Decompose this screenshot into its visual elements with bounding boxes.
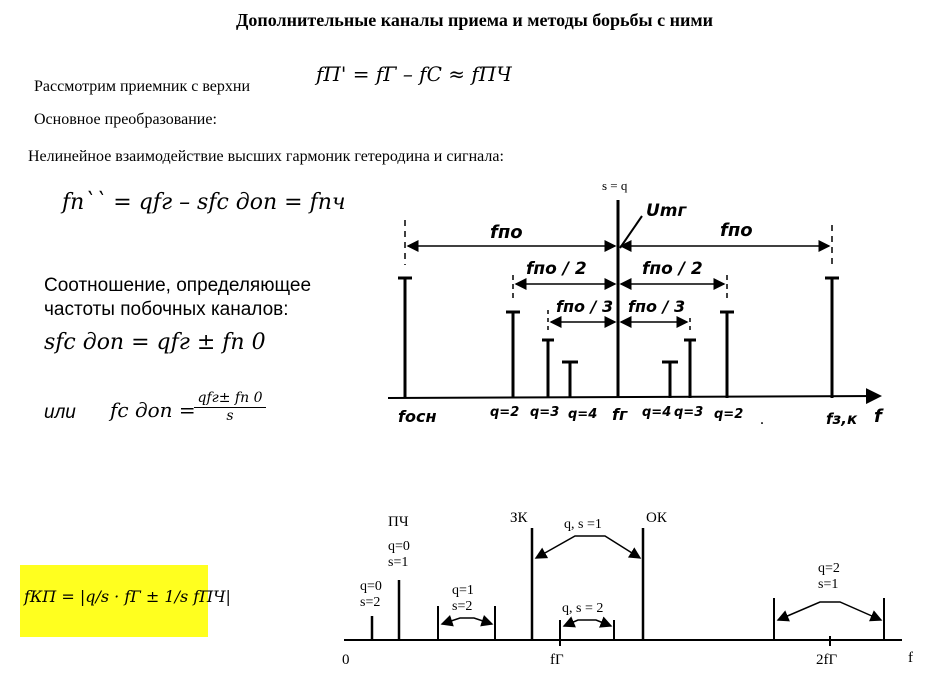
or-label: или (44, 402, 76, 423)
label-q4-left: q=4 (568, 407, 598, 422)
label-f-top: f (874, 406, 882, 427)
amplitude-label: Umг (646, 201, 687, 221)
label-q3-left: q=3 (530, 405, 560, 420)
fraction-denominator: s (226, 408, 234, 424)
span-half-left: fпо / 2 (526, 259, 587, 279)
boxed-formula: fКП = |q/s · fГ ± 1/s fПЧ| (24, 587, 231, 606)
amplitude-pointer (620, 216, 642, 248)
span-third-left: fпо / 3 (556, 297, 614, 316)
span-full-right: fпо (720, 220, 753, 241)
label-pch: ПЧ (388, 514, 409, 530)
basic-conversion-text: Основное преобразование: (34, 111, 217, 128)
center-label: s = q (602, 178, 628, 193)
label-q0s1-q: q=0 (388, 539, 410, 554)
label-q-s2: q, s = 2 (562, 601, 604, 616)
page-title: Дополнительные каналы приема и методы борьбы с ними (236, 10, 713, 30)
label-q1s2-s: s=2 (452, 599, 473, 614)
relation-formula1: sfс доп = qfг ± fп 0 (44, 330, 266, 355)
label-q0s2-q: q=0 (360, 579, 382, 594)
top-axis (388, 396, 880, 398)
formula-main (316, 62, 512, 86)
span-third-right: fпо / 3 (628, 297, 686, 316)
formula-main-text: fП' = fГ – fС ≈ fПЧ (316, 62, 512, 86)
relation-line1: Соотношение, определяющее (44, 275, 312, 296)
label-q2s1-q: q=2 (818, 561, 840, 576)
relation-formula2-fraction (194, 390, 266, 424)
nonlinear-text: Нелинейное взаимодействие высших гармоник гетеродина и сигнала: (28, 148, 504, 165)
label-q2-right: q=2 (714, 407, 744, 422)
axis-zero: 0 (342, 652, 350, 668)
label-dot: . (760, 411, 764, 428)
label-zk: ЗК (510, 510, 528, 526)
bottom-spectrum-diagram (330, 500, 930, 690)
label-fzk: fз,к (826, 410, 858, 428)
label-q0s1-s: s=1 (388, 555, 409, 570)
label-q3-right: q=3 (674, 405, 704, 420)
label-q2s1-s: s=1 (818, 577, 839, 592)
label-fg: fг (612, 405, 628, 424)
label-q-s1: q, s =1 (564, 517, 602, 532)
label-q2-left: q=2 (490, 405, 520, 420)
label-ok: ОК (646, 510, 667, 526)
consider-text: Рассмотрим приемник с верхни (34, 78, 251, 95)
fraction-numerator: qfг± fп 0 (194, 390, 266, 408)
label-q1s2-q: q=1 (452, 583, 474, 598)
boxed-formula-highlight (20, 565, 231, 637)
relation-line2: частоты побочных каналов: (44, 299, 289, 320)
relation-formula2-lhs: fс доп = (110, 398, 196, 422)
label-q4-right: q=4 (642, 405, 672, 420)
label-q0s2-s: s=2 (360, 595, 381, 610)
span-full-left: fпо (490, 222, 523, 243)
formula-nonlinear: fп`` = qfг – sfс доп = fпч (62, 190, 346, 215)
axis-f: f (908, 650, 913, 666)
axis-2fg: 2fГ (816, 652, 838, 668)
relation-text (44, 274, 311, 322)
top-spectrum-diagram (380, 170, 900, 440)
label-fosn: fосн (398, 407, 437, 426)
axis-fg: fГ (550, 652, 564, 668)
span-half-right: fпо / 2 (642, 259, 703, 279)
